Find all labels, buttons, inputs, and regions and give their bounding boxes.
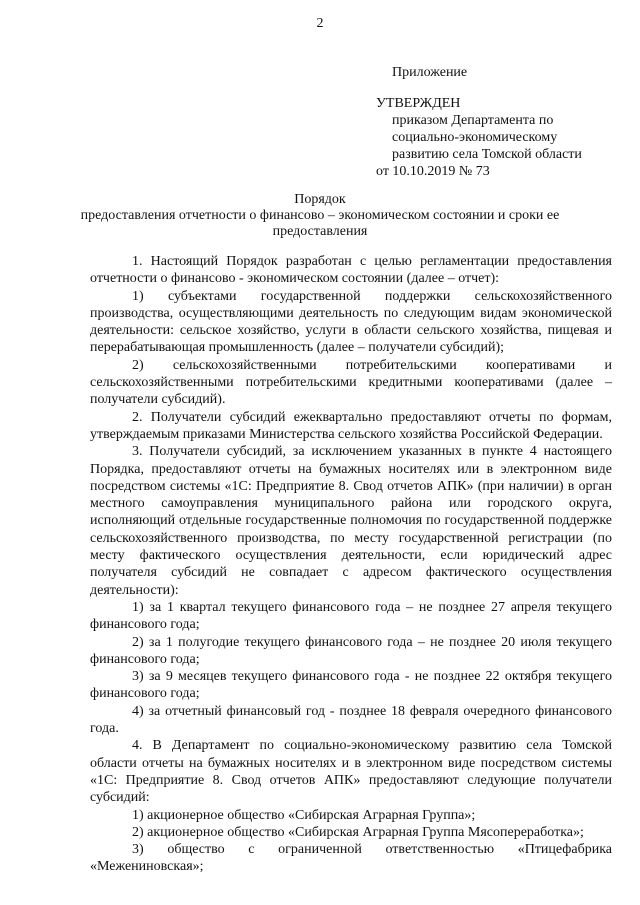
paragraph: 1) акционерное общество «Сибирская Аграрная Группа»;: [132, 807, 476, 823]
paragraph: 1) за 1 квартал текущего финансового года – не позднее 27 апреля текущего финансового года;: [90, 599, 612, 633]
paragraph: 4. В Департамент по социально-экономическому развитию села Томской области отчеты на бумажных носителях и в электронном виде посредством системы «1С: Предприятие 8. Свод отчетов АПК» предоставляют следующие получатели субсидий:: [90, 738, 612, 806]
approval-block: [376, 95, 616, 180]
paragraph: 3. Получатели субсидий, за исключением указанных в пункте 4 настоящего Порядка, предоставляют отчеты на бумажных носителях или в электронном виде посредством системы «1С: Предприятие 8. Свод отчетов АПК» (при наличии) в орган местного самоуправления муниципального района или городского округа, исполняющий отдельные государственные полномочия по государственной поддержке сельскохозяйственного производства, по месту государственной регистрации (по месту фактического осуществления деятельности, если юридический адрес получателя субсидий не совпадает с адресом фактического осуществления деятельности):: [90, 444, 612, 598]
document-title-line: предоставления отчетности о финансово – экономическом состоянии и сроки ее: [80, 208, 560, 223]
paragraph: 3) за 9 месяцев текущего финансового года - не позднее 22 октября текущего финансового года;: [90, 669, 612, 702]
paragraph: 3) общество с ограниченной ответственностью «Птицефабрика «Межениновская»;: [90, 842, 612, 875]
approval-order-line: социально-экономическому: [392, 130, 558, 145]
paragraph: 2. Получатели субсидий ежеквартально предоставляют отчеты по формам, утверждаемым приказами Министерства сельского хозяйства Российской Федерации.: [90, 409, 612, 442]
appendix-label: Приложение: [392, 65, 468, 80]
page-number: 2: [316, 16, 324, 31]
document-body: [90, 253, 612, 876]
approved-label: УТВЕРЖДЕН: [376, 96, 461, 111]
approval-order-line: приказом Департамента по: [392, 113, 554, 128]
document-title-line: предоставления: [272, 224, 368, 239]
paragraph: 1. Настоящий Порядок разработан с целью регламентации предоставления отчетности о финансово - экономическом состоянии (далее – отчет):: [90, 254, 612, 287]
paragraph: 4) за отчетный финансовый год - позднее 18 февраля очередного финансового года.: [90, 703, 612, 737]
paragraph: 2) сельскохозяйственными потребительскими кооперативами и сельскохозяйственными потребительскими кредитными кооперативами (далее – получатели субсидий).: [90, 357, 612, 408]
paragraph: 2) за 1 полугодие текущего финансового года – не позднее 20 июля текущего финансового года;: [90, 634, 612, 667]
paragraph: 2) акционерное общество «Сибирская Аграрная Группа Мясопереработка»;: [132, 824, 584, 840]
paragraph: 1) субъектами государственной поддержки сельскохозяйственного производства, осуществляющими деятельность по следующим видам экономической деятельности: сельское хозяйство, услуги в области сельского хозяйства, пищевая и перерабатывающая промышленность (далее – получатели субсидий);: [90, 288, 612, 356]
document-title: Порядок: [294, 192, 346, 207]
approval-order-line: развитию села Томской области: [392, 147, 582, 162]
approval-date-number: от 10.10.2019 № 73: [376, 164, 490, 179]
